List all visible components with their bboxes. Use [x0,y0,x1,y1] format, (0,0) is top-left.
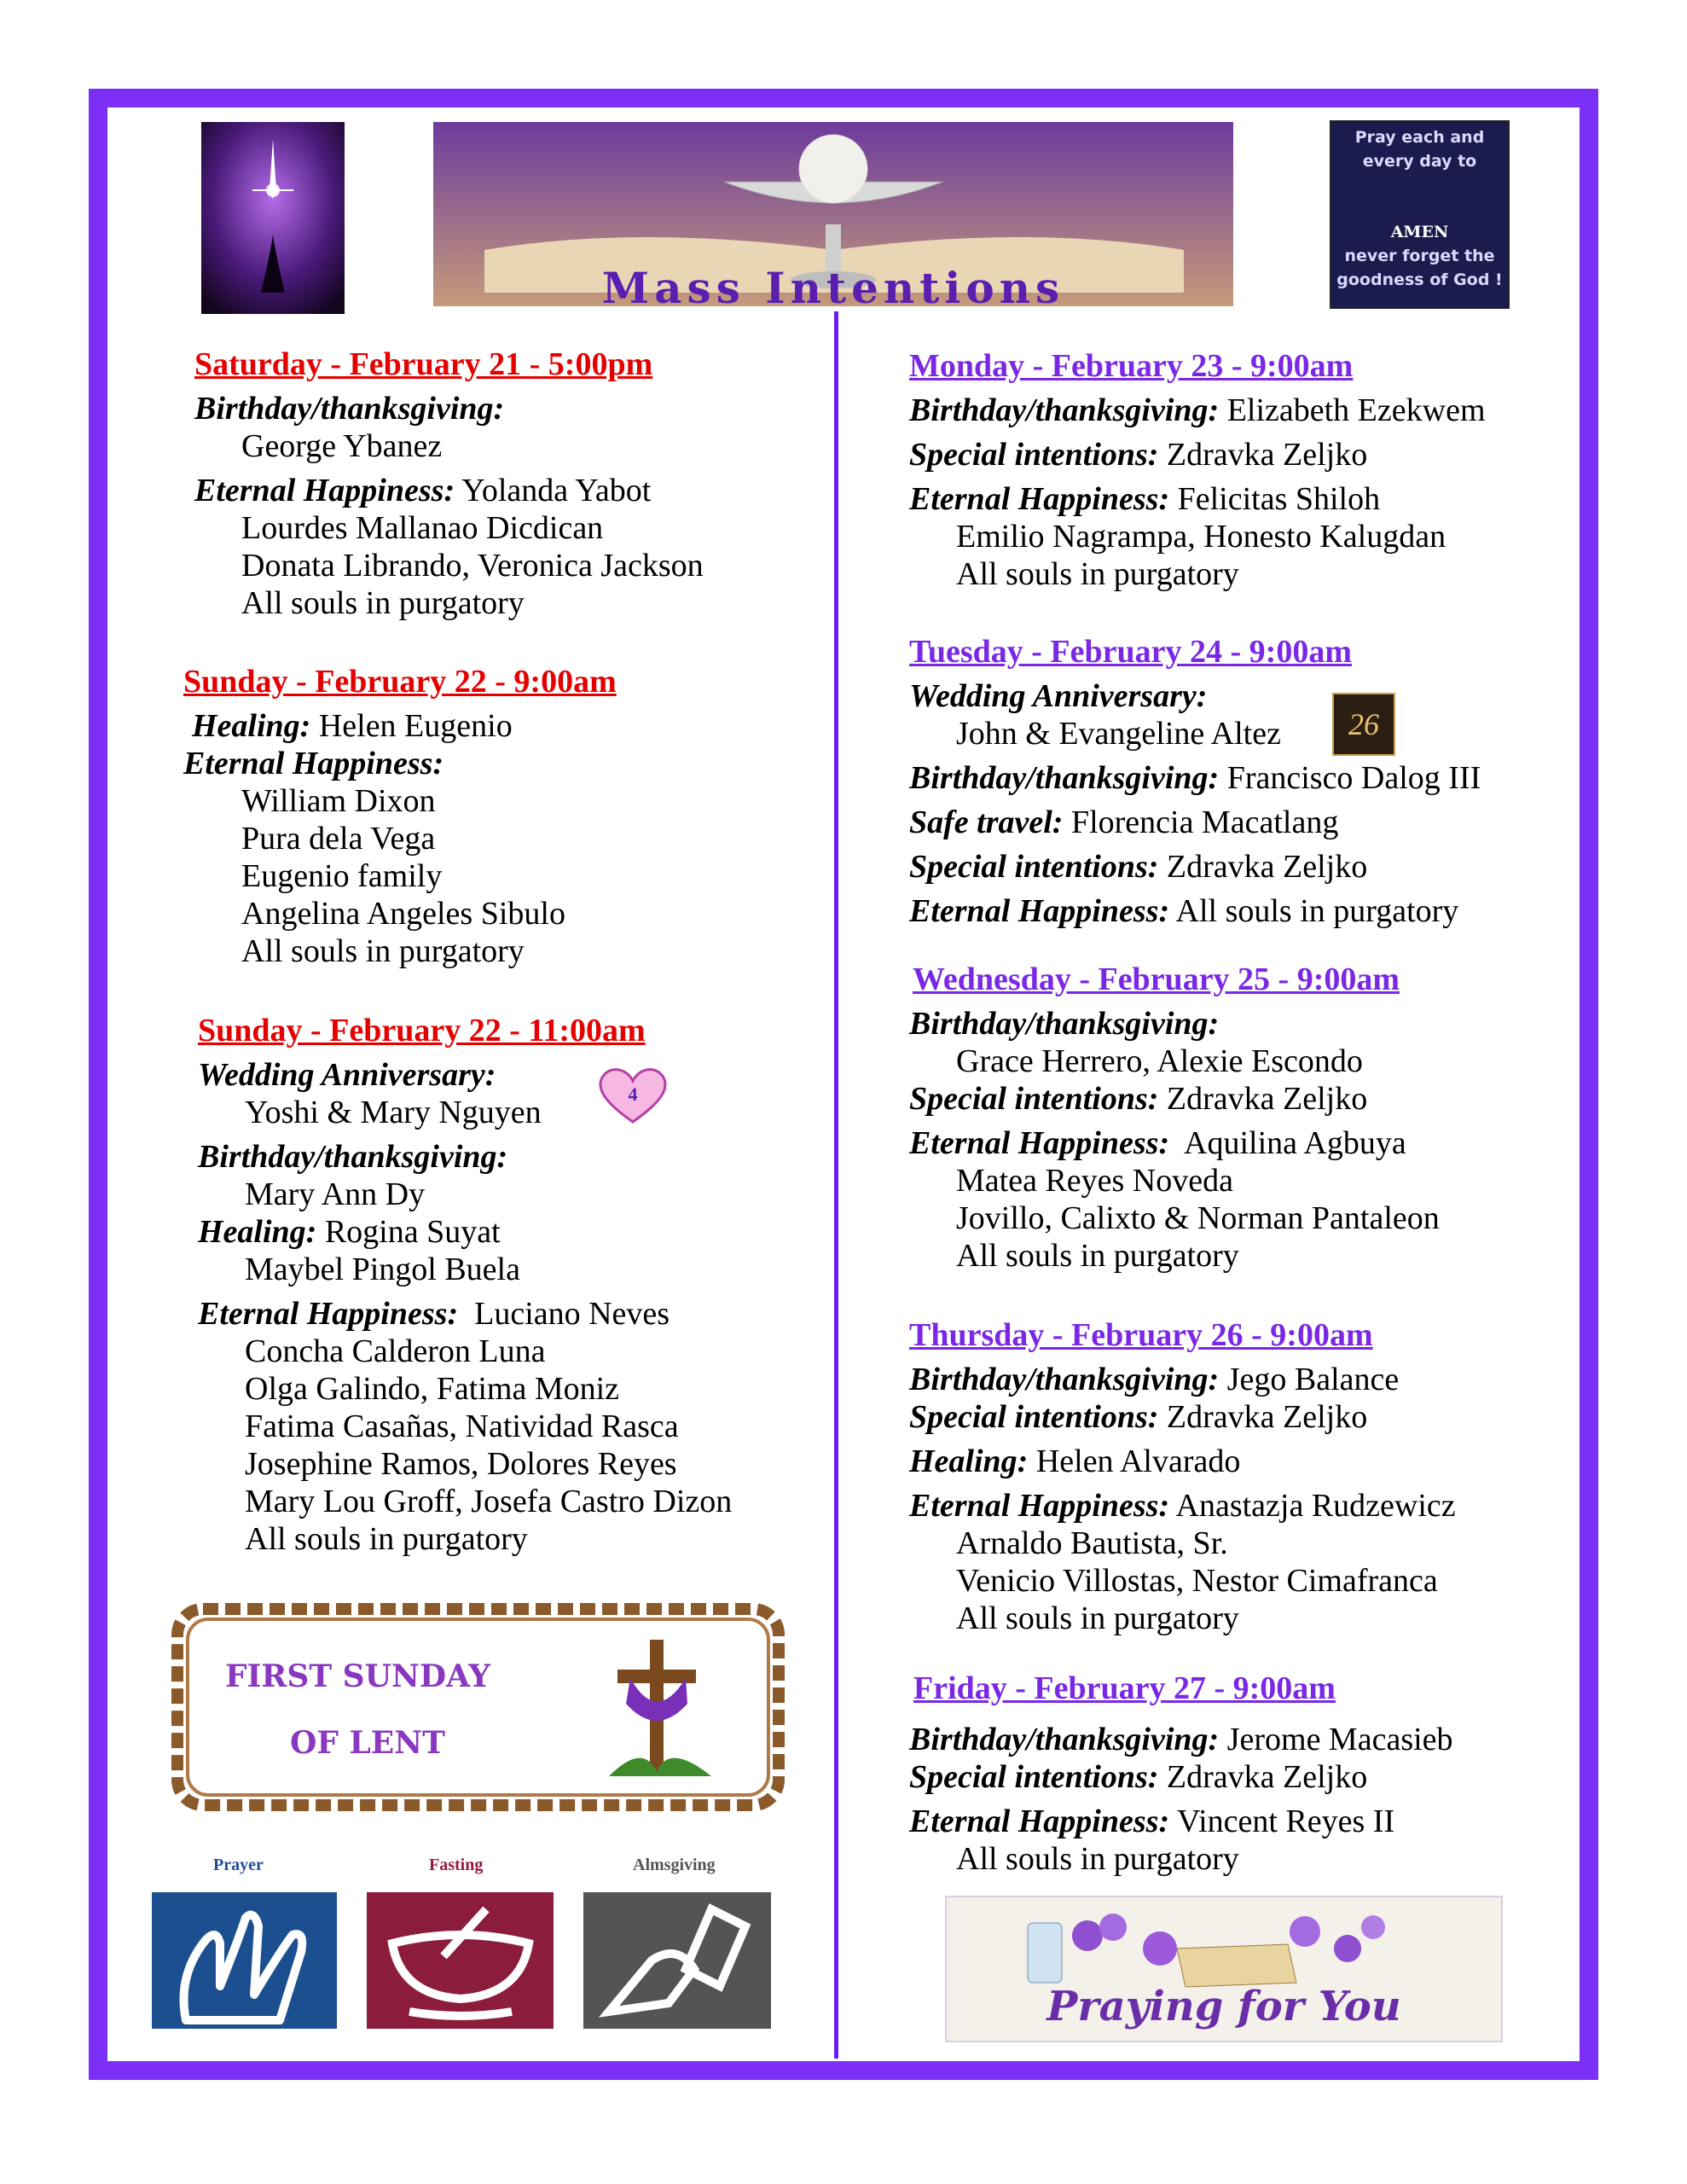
intention-name: Luciano Neves [474,1296,670,1332]
wednesday-section [909,961,1440,1275]
intention-name: All souls in purgatory [241,585,525,621]
fasting-bowl-icon [367,1892,554,2029]
praying-for-you-image [945,1896,1503,2042]
eternal-happiness-label: Eternal Happiness: [909,1804,1170,1839]
sunday-11am-title: Sunday - February 22 - 11:00am [198,1013,646,1048]
intention-name: Donata Librando, Veronica Jackson [241,548,704,584]
column-divider [834,311,838,2059]
intention-name: All souls in purgatory [956,1841,1239,1877]
badge-line-5: goodness of God ! [1336,270,1503,289]
intention-name: Grace Herrero, Alexie Escondo [956,1043,1363,1079]
intention-name: Mary Lou Groff, Josefa Castro Dizon [245,1484,733,1519]
healing-label: Healing: [909,1443,1029,1479]
monday-title: Monday - February 23 - 9:00am [909,348,1354,384]
eternal-happiness-label: Eternal Happiness: [194,473,455,508]
praying-hands-star-image [201,122,345,314]
saturday-title: Saturday - February 21 - 5:00pm [194,346,653,382]
friday-section [909,1670,1453,1878]
intention-name: Francisco Dalog III [1226,760,1481,796]
intention-name: Anastazja Rudzewicz [1175,1488,1456,1524]
intention-name: George Ybanez [241,428,443,464]
intention-name: Lourdes Mallanao Dicdican [241,510,604,546]
mass-intentions-banner [433,122,1233,306]
intention-name: All souls in purgatory [956,556,1239,592]
intention-name: Emilio Nagrampa, Honesto Kalugdan [956,519,1446,555]
intention-name: Jego Balance [1226,1362,1400,1397]
intention-name: Zdravka Zeljko [1166,1759,1368,1795]
special-intentions-label: Special intentions: [909,849,1159,885]
special-intentions-label: Special intentions: [909,1081,1159,1117]
intention-name: Concha Calderon Luna [245,1333,546,1369]
intention-name: Josephine Ramos, Dolores Reyes [245,1446,677,1482]
pillar-label-almsgiving: Almsgiving [633,1856,716,1874]
intention-name: Angelina Angeles Sibulo [241,896,565,932]
intention-name: Olga Galindo, Fatima Moniz [245,1371,620,1407]
praying-for-you-text: Praying for You [1046,1983,1401,2030]
birthday-label: Birthday/thanksgiving: [909,1362,1220,1397]
eternal-happiness-label: Eternal Happiness: [909,893,1170,929]
birthday-label: Birthday/thanksgiving: [909,1006,1220,1042]
almsgiving-hands-icon [583,1892,771,2029]
intention-name: All souls in purgatory [241,933,525,969]
birthday-label: Birthday/thanksgiving: [909,392,1220,428]
intention-name: Matea Reyes Noveda [956,1163,1233,1199]
intention-name: Florencia Macatlang [1070,804,1339,840]
intention-name: Yolanda Yabot [461,473,652,508]
intention-name: William Dixon [241,783,436,819]
intention-name: Zdravka Zeljko [1166,849,1368,885]
first-sunday-of-lent-image [165,1597,791,1817]
banner-title: Mass Intentions [601,263,1065,306]
thursday-title: Thursday - February 26 - 9:00am [909,1317,1373,1353]
wednesday-title: Wednesday - February 25 - 9:00am [913,961,1400,997]
intention-name: Zdravka Zeljko [1166,437,1368,473]
intention-name: Yoshi & Mary Nguyen [245,1095,542,1130]
safe-travel-label: Safe travel: [909,804,1064,840]
badge-line-3: AMEN [1390,223,1449,241]
prayer-hands-icon [152,1892,337,2029]
badge-line-2: every day to [1362,152,1477,171]
special-intentions-label: Special intentions: [909,1399,1159,1435]
intention-name: Elizabeth Ezekwem [1226,392,1486,428]
healing-label: Healing: [192,708,311,744]
lent-title-line-1: FIRST SUNDAY [225,1658,490,1694]
anniversary-26-icon [1332,693,1395,756]
eternal-happiness-label: Eternal Happiness: [909,481,1170,517]
wedding-anniversary-label: Wedding Anniversary: [198,1057,496,1093]
pray-amen-badge [1330,120,1510,309]
friday-title: Friday - February 27 - 9:00am [913,1670,1336,1706]
heart-number: 4 [628,1083,638,1105]
pillar-label-prayer: Prayer [213,1856,264,1874]
badge-number: 26 [1348,707,1379,741]
intention-name: Pura dela Vega [241,821,436,857]
eternal-happiness-label: Eternal Happiness: [183,746,444,781]
sunday-9am-section [183,663,617,970]
thursday-section [909,1316,1456,1637]
intention-name: Eugenio family [241,858,443,894]
intention-name: Rogina Suyat [324,1214,501,1250]
intention-name: Zdravka Zeljko [1166,1399,1368,1435]
anniversary-heart-icon [594,1062,672,1126]
intention-name: Helen Alvarado [1035,1443,1241,1479]
eternal-happiness-label: Eternal Happiness: [198,1296,459,1332]
wedding-anniversary-label: Wedding Anniversary: [909,678,1208,714]
intention-name: Venicio Villostas, Nestor Cimafranca [956,1563,1438,1599]
monday-section [909,347,1486,593]
badge-line-4: never forget the [1344,247,1495,265]
intention-name: John & Evangeline Altez [956,716,1281,752]
special-intentions-label: Special intentions: [909,1759,1159,1795]
birthday-label: Birthday/thanksgiving: [198,1139,508,1175]
intention-name: Vincent Reyes II [1176,1804,1395,1839]
intention-name: Jovillo, Calixto & Norman Pantaleon [956,1200,1440,1236]
intention-name: Arnaldo Bautista, Sr. [956,1525,1228,1561]
pillar-label-fasting: Fasting [429,1856,484,1874]
lent-title-line-2: OF LENT [290,1725,445,1761]
intention-name: All souls in purgatory [956,1600,1239,1636]
birthday-label: Birthday/thanksgiving: [909,760,1220,796]
special-intentions-label: Special intentions: [909,437,1159,473]
intention-name: Maybel Pingol Buela [245,1252,520,1287]
tuesday-section [909,633,1481,930]
sunday-9am-title: Sunday - February 22 - 9:00am [183,664,617,700]
healing-label: Healing: [198,1214,317,1250]
intention-name: Fatima Casañas, Natividad Rasca [245,1409,679,1444]
birthday-label: Birthday/thanksgiving: [909,1722,1220,1757]
intention-name: All souls in purgatory [956,1238,1239,1274]
tuesday-title: Tuesday - February 24 - 9:00am [909,634,1352,670]
intention-name: Helen Eugenio [318,708,513,744]
intention-name: All souls in purgatory [245,1521,528,1557]
intention-name: Mary Ann Dy [245,1176,426,1212]
badge-line-1: Pray each and [1354,128,1485,147]
eternal-happiness-label: Eternal Happiness: [909,1125,1170,1161]
intention-name: All souls in purgatory [1175,893,1459,929]
intention-name: Jerome Macasieb [1226,1722,1453,1757]
intention-name: Zdravka Zeljko [1166,1081,1368,1117]
eternal-happiness-label: Eternal Happiness: [909,1488,1170,1524]
intention-name: Aquilina Agbuya [1184,1125,1406,1161]
birthday-label: Birthday/thanksgiving: [194,391,505,427]
intention-name: Felicitas Shiloh [1177,481,1381,517]
saturday-section [194,346,704,622]
